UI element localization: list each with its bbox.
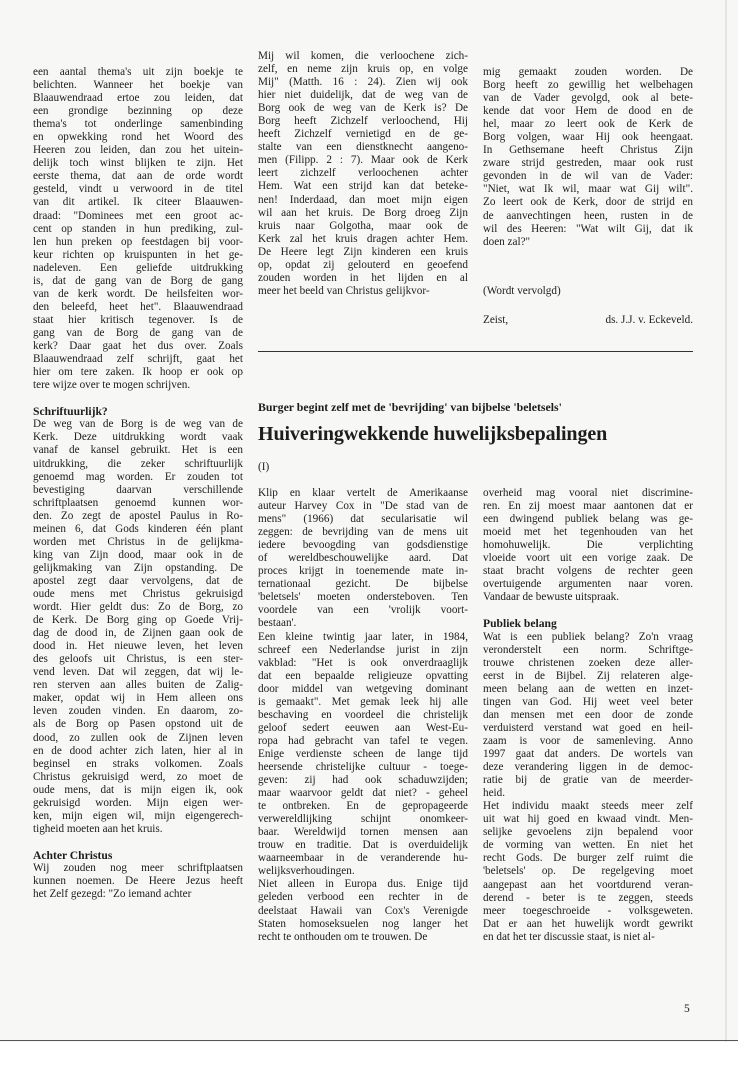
column-1	[33, 66, 243, 901]
text-line: meer toegeschroeide - volksgeweten.	[483, 904, 693, 917]
text-line: iedere bevoogding van godsdienstige	[258, 539, 468, 552]
text-line: Heeren zou leiden, dan zou het uitein-	[33, 144, 243, 157]
text-line: ternationaal gezicht. De bijbelse	[258, 578, 468, 591]
text-line: zouden worden in het lijden en al	[258, 271, 468, 284]
text-line: homohuwelijk. Die verplichting	[483, 539, 693, 552]
text-line: De Heere legt Zijn kinderen een kruis	[258, 245, 468, 258]
text-line: dood in. Het nieuwe leven, het leven	[33, 640, 243, 653]
column-2	[258, 50, 468, 298]
text-line: ren. En zij moest maar aantonen dat er	[483, 500, 693, 513]
col2-paragraph-1	[258, 50, 468, 298]
text-line: aangepast aan het voortdurend veran-	[483, 878, 693, 891]
text-line: dag de dood in, de Zijnen gaan ook de	[33, 627, 243, 640]
text-line: heersende christelijke cultuur - toege-	[258, 760, 468, 773]
text-line: beginsel en straks volkomen. Zoals	[33, 757, 243, 770]
text-line: kruis naar Golgotha, maar ook de	[258, 219, 468, 232]
text-line: wil aan het kruis. De Borg droeg Zijn	[258, 206, 468, 219]
heading-publiek-belang: Publiek belang	[483, 617, 557, 631]
text-line: mig gemaakt zouden worden. De	[483, 66, 693, 78]
article2-column-left	[258, 487, 468, 944]
text-line: Blaauwendraad zelf schrijft, gaat het	[33, 353, 243, 366]
text-line: te ontbreken. En de gepropageerde	[258, 800, 468, 813]
article-divider	[258, 351, 693, 352]
text-line: draad: "Dominees met een groot ac-	[33, 209, 243, 222]
text-line: stalte van een dienstknecht aangeno-	[258, 141, 468, 154]
text-line: eerste thema, dat aan de orde wordt	[33, 170, 243, 183]
text-line: hier om tere zaken. Ik hoop er ook op	[33, 366, 243, 379]
text-line: tingen van God. Hij weet veel beter	[483, 695, 693, 708]
text-line: tigheid moeten aan het kruis.	[33, 822, 163, 835]
text-line: Een kleine twintig jaar later, in 1984,	[258, 630, 468, 643]
text-line: overtuigende argumenten naar voren.	[483, 578, 693, 591]
heading-achter-christus: Achter Christus	[33, 848, 113, 862]
text-line: moeid met het tegenhouden van het	[483, 526, 693, 539]
text-line: voordele van een 'vrolijk voort-	[258, 604, 468, 617]
continued-note: (Wordt vervolgd)	[483, 285, 561, 297]
scan-bottom-margin	[0, 1042, 738, 1068]
a2-left-paragraph-3	[258, 878, 468, 943]
text-line: proces krijgt in toenemende mate in-	[258, 565, 468, 578]
a2-right-paragraph-3	[483, 800, 693, 944]
text-line: keur richten op kruispunten in het ge-	[33, 248, 243, 261]
text-line: meinen 6, dat Gods kinderen één plant	[33, 522, 243, 535]
text-line: Niet alleen in Europa dus. Enige tijd	[258, 878, 468, 891]
text-line: Wij zouden nog meer schriftplaatsen	[33, 862, 243, 875]
text-line: Het individu maakt steeds meer zelf	[483, 800, 693, 813]
text-line: geloof sedert eeuwen aan West-Eu-	[258, 721, 468, 734]
text-line: welijksverhoudingen.	[258, 865, 355, 878]
text-line: eerst in de Bijbel. Zij relateren alge-	[483, 669, 693, 682]
text-line: een grondige bezinning op deze	[33, 105, 243, 118]
text-line: derend - beter is te zeggen, steeds	[483, 891, 693, 904]
text-line: oude mens, dat is mijn eigen ik, ook	[33, 783, 243, 796]
a2-right-paragraph-1	[483, 487, 693, 604]
text-line: des geloofs uit Christus, is een ster-	[33, 653, 243, 666]
text-line: genoemd mag worden. Er zouden tot	[33, 470, 243, 483]
text-line: belichten. Wanneer het boekje van	[33, 79, 243, 92]
text-line: ropa had gebracht van tafel te vegen.	[258, 734, 468, 747]
text-line: en de dood achter zich laten, hier al in	[33, 744, 243, 757]
article-kicker: Burger begint zelf met de 'bevrijding' van bijbelse 'beletsels'	[258, 400, 562, 414]
text-line: is, dat de gang van de Borg de gang	[33, 274, 243, 287]
text-line: en dat het ter discussie staat, is niet al-	[483, 930, 655, 943]
text-line: maker, opdat wij in Hem alleen ons	[33, 692, 243, 705]
text-line: de aanvechtingen heen, rusten in de	[483, 209, 693, 222]
text-line: nen! Inderdaad, dan moet mijn eigen	[258, 193, 468, 206]
text-line: leert zichzelf verloochenen achter	[258, 167, 468, 180]
text-line: verwereldlijking schijnt onomkeer-	[258, 813, 468, 826]
text-line: leven zouden vinden. En daarom, zo-	[33, 705, 243, 718]
text-line: bevestiging daarvan verschillende	[33, 483, 243, 496]
page-number: 5	[684, 1003, 690, 1015]
col1-paragraph-2	[33, 418, 243, 836]
text-line: Borg volgen, waar Hij ook heengaat.	[483, 131, 693, 144]
text-line: kende dat voor Hem de dood en de	[483, 105, 693, 118]
signature-line	[483, 314, 693, 326]
text-line: van dit artikel. Ik citeer Blaauwen-	[33, 196, 243, 209]
text-line: op, opdat zij gelouterd en geoefend	[258, 258, 468, 271]
text-line: apostel zegt daar vervolgens, dat de	[33, 574, 243, 587]
a2-left-paragraph-2	[258, 631, 468, 879]
text-line: Wat is een publiek belang? Zo'n vraag	[483, 630, 693, 643]
text-line: staat bracht volgens de rechter geen	[483, 565, 693, 578]
text-line: nadeleven. Een geliefde uitdrukking	[33, 261, 243, 274]
text-line: als de Borg op Pasen opstond uit de	[33, 718, 243, 731]
col1-paragraph-1	[33, 66, 243, 392]
a2-left-paragraph-1	[258, 487, 468, 631]
text-line: geven: zij had ook schaduwzijden;	[258, 774, 468, 787]
text-line: verduisterd verstand wat goed en heil-	[483, 721, 693, 734]
text-line: meen belang aan de wetten en inzet-	[483, 682, 693, 695]
text-line: waarneembaar in de veranderende hu-	[258, 852, 468, 865]
text-line: doen zal?"	[483, 235, 531, 248]
text-line: overheid mag vooral niet discrimine-	[483, 487, 693, 499]
text-line: vloeide voort uit een vorige zaak. De	[483, 552, 693, 565]
text-line: en opwekking rond het Woord des	[33, 131, 243, 144]
text-line: dan mensen met een door de zonde	[483, 708, 693, 721]
text-line: king van Zijn dood, maar ook in de	[33, 548, 243, 561]
text-line: Mij" (Matth. 16 : 24). Zien wij ook	[258, 76, 468, 89]
text-line: veronderstelt een norm. Schriftge-	[483, 643, 693, 656]
col3-paragraph-1	[483, 66, 693, 249]
text-line: een aantal thema's uit zijn boekje te	[33, 66, 243, 78]
text-line: 1997 gaat dat anders. De wortels van	[483, 748, 693, 761]
heading-schriftuurlijk: Schriftuurlijk?	[33, 405, 108, 419]
text-line: gang van de Borg de gang van de	[33, 326, 243, 339]
text-line: uitdrukking, die zeker schriftuurlijk	[33, 457, 243, 470]
text-line: vend leven. Dat wil zeggen, dat wij le-	[33, 666, 243, 679]
text-line: In Gethsemane heeft Christus Zijn	[483, 144, 693, 157]
text-line: uit wat hij goed en kwaad vindt. Men-	[483, 813, 693, 826]
text-line: schreef een Nederlandse jurist in zijn	[258, 643, 468, 656]
column-3	[483, 66, 693, 249]
text-line: beschaving en voordeel die christelijk	[258, 708, 468, 721]
text-line: "Niet, wat Ik wil, maar wat Gij wilt".	[483, 183, 693, 196]
text-line: ren sterven aan alles buiten de Zalig-	[33, 679, 243, 692]
text-line: den. Zo zegt de apostel Paulus in Ro-	[33, 509, 243, 522]
text-line: ken, mijn eigen wil, mijn eigengerech-	[33, 809, 243, 822]
text-line: gelijkmaking van Zijn opstanding. De	[33, 561, 243, 574]
text-line: baar. Wereldwijd tornen mensen aan	[258, 826, 468, 839]
text-line: zelf, en neme zijn kruis op, en volge	[258, 63, 468, 76]
text-line: gevonden in de wil van de Vader:	[483, 170, 693, 183]
text-line: wordt. Hier geldt dus: Zo de Borg, zo	[33, 601, 243, 614]
text-line: deze verandering liggen in de democ-	[483, 761, 693, 774]
text-line: dat een bepaalde religieuze opvatting	[258, 669, 468, 682]
text-line: Borg heeft Zichzelf verloochend, Hij	[258, 115, 468, 128]
text-line: Mij wil komen, die verloochene zich-	[258, 50, 468, 62]
scan-edge-shadow	[725, 0, 727, 1068]
text-line: geleden verbood een rechter in de	[258, 891, 468, 904]
text-line: gekruisigd worden. Mijn eigen wer-	[33, 796, 243, 809]
text-line: ratie bij de gratie van de meerder-	[483, 774, 693, 787]
text-line: men (Filipp. 2 : 7). Maar ook de Kerk	[258, 154, 468, 167]
text-line: heeft Zichzelf vernietigd en de ge-	[258, 128, 468, 141]
text-line: delijk toch winst blijken te zijn. Het	[33, 157, 243, 170]
text-line: zeggen: de bevrijding van de mens uit	[258, 526, 468, 539]
article-headline: Huiveringwekkende huwelijksbepalingen	[258, 423, 608, 445]
text-line: de Kerk. De Borg ging op Goede Vrij-	[33, 614, 243, 627]
text-line: is gemaakt". Met gemak leek hij alle	[258, 695, 468, 708]
text-line: kunnen noemen. De Heere Jezus heeft	[33, 875, 243, 888]
text-line: Kerk zal het kruis dragen achter Hem.	[258, 232, 468, 245]
text-line: recht te onthouden om te trouwen. De	[258, 930, 428, 943]
text-line: Borg heeft zo gewillig het welbehagen	[483, 79, 693, 92]
text-line: cent op standen in hun prediking, zul-	[33, 222, 243, 235]
text-line: van de kerk wordt. De heilsfeiten wor-	[33, 287, 243, 300]
text-line: Dat er aan het huwelijk wordt gewrikt	[483, 917, 693, 930]
text-line: Blaauwendraad ertoe zou leiden, dat	[33, 92, 243, 105]
text-line: hel, maar zo leert ook de Kerk de	[483, 118, 693, 131]
text-line: een dwingend publiek belang was ge-	[483, 513, 693, 526]
text-line: Staten homoseksuelen nog langer het	[258, 917, 468, 930]
text-line: dood, zo zullen ook de Zijnen leven	[33, 731, 243, 744]
article2-column-right	[483, 487, 693, 944]
text-line: maar waarvoor geldt dat niet? - geheel	[258, 787, 468, 800]
text-line: recht Gods. De burger zelf ruimt die	[483, 852, 693, 865]
text-line: staat hier kritisch tegenover. Is de	[33, 313, 243, 326]
text-line: oude mens met Christus gekruisigd	[33, 587, 243, 600]
text-line: zaam is voor de samenleving. Anno	[483, 735, 693, 747]
text-line: 'beletsels' op. De regelgeving moet	[483, 865, 693, 878]
text-line: schriftplaatsen genoemd kunnen wor-	[33, 496, 243, 509]
text-line: Hem. Wat een strijd kan dat beteke-	[258, 180, 468, 193]
text-line: gesteld, vindt u verwoord in de titel	[33, 183, 243, 196]
text-line: het Zelf gezegd: "Zo iemand achter	[33, 888, 192, 901]
text-line: Christus gekruisigd werd, zo moet de	[33, 770, 243, 783]
text-line: bestaan'.	[258, 617, 297, 630]
text-line: deelstaat Hawaii van Cox's Verenigde	[258, 904, 468, 917]
text-line: heid.	[483, 787, 506, 800]
text-line: mens" (1966) dat secularisatie wil	[258, 513, 468, 526]
text-line: Kerk. Deze uitdrukking wordt vaak	[33, 431, 243, 444]
text-line: Enige verdienste scheen de lange tijd	[258, 747, 468, 760]
text-line: kerk? Daar gaat het dus over. Zoals	[33, 339, 243, 352]
text-line: van de Vader gevolgd, ook al bete-	[483, 92, 693, 105]
text-line: len hun preken op feestdagen bij voor-	[33, 235, 243, 248]
text-line: De weg van de Borg is de weg van de	[33, 418, 243, 431]
text-line: selijke gevoelens zijn bepalend voor	[483, 826, 693, 839]
text-line: Borg ook de weg van de Kerk is? De	[258, 102, 468, 115]
text-line: door middel van wetgeving dominant	[258, 682, 468, 695]
text-line: den beleefd, heet het". Blaauwendraad	[33, 300, 243, 313]
text-line: meer het beeld van Christus gelijkvor-	[258, 284, 430, 297]
text-line: de vorming van wetten. En niet het	[483, 839, 693, 852]
text-line: auteur Harvey Cox in "De stad van de	[258, 500, 468, 513]
col1-paragraph-3	[33, 862, 243, 901]
scan-bottom-edge	[0, 1040, 738, 1041]
text-line: Vandaar de bewuste uitspraak.	[483, 591, 620, 604]
text-line: wil des Heeren: "Wat wilt Gij, dat ik	[483, 222, 693, 235]
text-line: trouw en traditie. Dat is overduidelijk	[258, 839, 468, 852]
text-line: Klip en klaar vertelt de Amerikaanse	[258, 487, 468, 499]
text-line: Zo leert ook de Kerk, door de strijd en	[483, 196, 693, 209]
signature-author: ds. J.J. v. Eckeveld.	[605, 314, 693, 326]
text-line: of wereldbeschouwelijke aard. Dat	[258, 552, 468, 565]
text-line: zware strijd gestreden, maar ook rust	[483, 157, 693, 170]
text-line: trouwe christenen zoeken deze aller-	[483, 656, 693, 669]
text-line: worden met Christus in de gelijkma-	[33, 535, 243, 548]
text-line: hier niet duidelijk, dat de weg van de	[258, 89, 468, 102]
text-line: vakblad: "Het is ook onverdraaglijk	[258, 656, 468, 669]
text-line: vanaf de kansel gebruikt. Het is een	[33, 444, 243, 457]
signature-place: Zeist,	[483, 314, 509, 326]
article-part-number: (I)	[258, 461, 270, 473]
text-line: 'beletsels' moeten ondersteboven. Ten	[258, 591, 468, 604]
a2-right-paragraph-2	[483, 631, 693, 801]
text-line: tere wijze over te mogen schrijven.	[33, 379, 191, 392]
text-line: thema's tot onderlinge samenbinding	[33, 118, 243, 131]
